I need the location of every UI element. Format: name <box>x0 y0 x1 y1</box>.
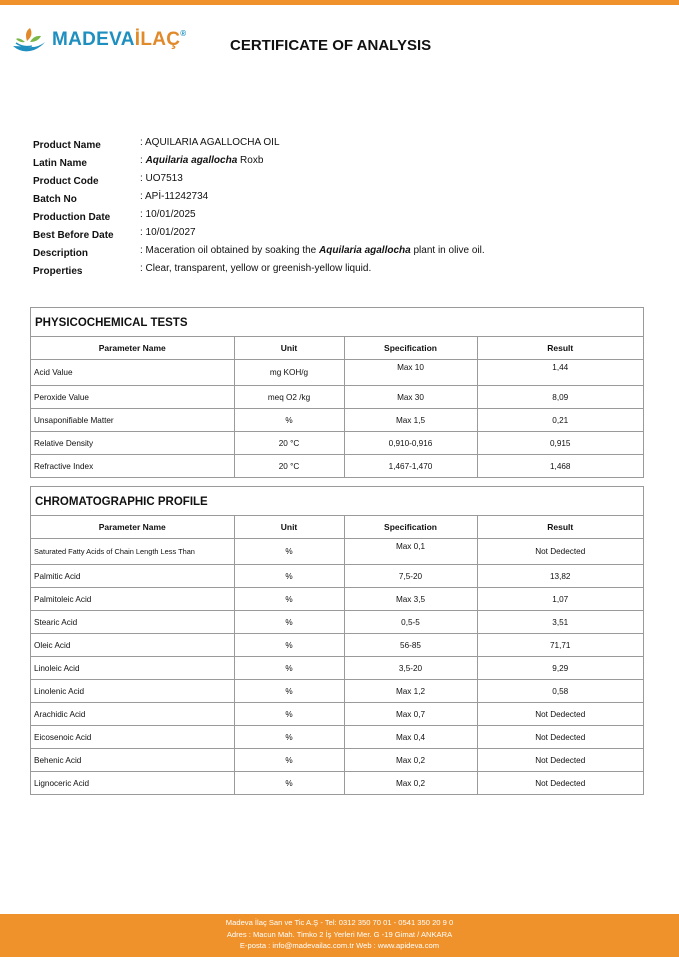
specification-cell: Max 0,7 <box>344 703 477 726</box>
page-footer <box>0 914 679 957</box>
result-cell: 1,44 <box>477 360 643 386</box>
brand-name: MADEVAİLAÇ® <box>52 29 187 50</box>
table-row <box>31 703 643 726</box>
parameter-cell: Eicosenoic Acid <box>31 726 234 749</box>
parameter-cell: Unsaponifiable Matter <box>31 409 234 432</box>
parameter-cell: Oleic Acid <box>31 634 234 657</box>
leaf-hand-icon <box>10 26 48 56</box>
unit-cell: 20 °C <box>234 432 344 455</box>
table-row <box>31 657 643 680</box>
unit-cell: % <box>234 749 344 772</box>
parameter-cell: Arachidic Acid <box>31 703 234 726</box>
physicochemical-table <box>30 307 644 478</box>
specification-cell: 0,910-0,916 <box>344 432 477 455</box>
table-row <box>31 749 643 772</box>
specification-cell: Max 1,2 <box>344 680 477 703</box>
column-header: Parameter Name <box>31 337 234 360</box>
table-row <box>31 432 643 455</box>
table-row <box>31 565 643 588</box>
parameter-cell: Palmitic Acid <box>31 565 234 588</box>
specification-cell: Max 30 <box>344 386 477 409</box>
unit-cell: % <box>234 611 344 634</box>
table-row <box>31 726 643 749</box>
specification-cell: Max 0,4 <box>344 726 477 749</box>
specification-cell: 56-85 <box>344 634 477 657</box>
physicochemical-grid <box>31 337 643 477</box>
parameter-cell: Linolenic Acid <box>31 680 234 703</box>
result-cell: 1,07 <box>477 588 643 611</box>
top-accent-bar <box>0 0 679 5</box>
column-header: Specification <box>344 337 477 360</box>
specification-cell: Max 0,2 <box>344 772 477 795</box>
unit-cell: % <box>234 565 344 588</box>
table-row <box>31 634 643 657</box>
specification-cell: Max 10 <box>344 360 477 386</box>
parameter-cell: Behenic Acid <box>31 749 234 772</box>
table-row <box>31 588 643 611</box>
specification-cell: 0,5-5 <box>344 611 477 634</box>
specification-cell: 1,467-1,470 <box>344 455 477 478</box>
table-header-row <box>31 337 643 360</box>
specification-cell: Max 0,2 <box>344 749 477 772</box>
result-cell: 0,915 <box>477 432 643 455</box>
specification-cell: Max 3,5 <box>344 588 477 611</box>
column-header: Parameter Name <box>31 516 234 539</box>
unit-cell: 20 °C <box>234 455 344 478</box>
result-cell: Not Dedected <box>477 539 643 565</box>
result-cell: Not Dedected <box>477 749 643 772</box>
footer-address: Adres : Macun Mah. Timko 2 İş Yerleri Mer. G -19 Gimat / ANKARA <box>226 929 453 939</box>
table-title: PHYSICOCHEMICAL TESTS <box>31 308 643 337</box>
column-header: Unit <box>234 516 344 539</box>
specification-cell: 7,5-20 <box>344 565 477 588</box>
result-cell: 71,71 <box>477 634 643 657</box>
result-cell: 9,29 <box>477 657 643 680</box>
result-cell: 8,09 <box>477 386 643 409</box>
unit-cell: meq O2 /kg <box>234 386 344 409</box>
parameter-cell: Stearic Acid <box>31 611 234 634</box>
unit-cell: % <box>234 680 344 703</box>
footer-email-web: E-posta : info@madevailac.com.tr Web : www.apideva.com <box>239 941 440 950</box>
table-header-row <box>31 516 643 539</box>
table-row <box>31 539 643 565</box>
table-row <box>31 409 643 432</box>
unit-cell: mg KOH/g <box>234 360 344 386</box>
result-cell: 13,82 <box>477 565 643 588</box>
table-title: CHROMATOGRAPHIC PROFILE <box>31 487 643 516</box>
specification-cell: Max 0,1 <box>344 539 477 565</box>
parameter-cell: Peroxide Value <box>31 386 234 409</box>
result-cell: 1,468 <box>550 461 571 471</box>
unit-cell: % <box>234 703 344 726</box>
unit-cell: % <box>234 726 344 749</box>
column-header: Result <box>477 516 643 539</box>
table-row <box>31 680 643 703</box>
result-cell: 0,21 <box>477 409 643 432</box>
unit-cell: % <box>234 657 344 680</box>
parameter-cell: Acid Value <box>31 360 234 386</box>
parameter-cell: Palmitoleic Acid <box>31 588 234 611</box>
unit-cell: % <box>234 772 344 795</box>
chromatographic-grid <box>31 516 643 794</box>
table-row <box>31 386 643 409</box>
parameter-cell: Linoleic Acid <box>31 657 234 680</box>
unit-cell: % <box>234 634 344 657</box>
column-header: Specification <box>344 516 477 539</box>
chromatographic-table <box>30 486 644 795</box>
unit-cell: % <box>234 588 344 611</box>
table-row <box>31 611 643 634</box>
result-cell: 3,51 <box>477 611 643 634</box>
result-cell: Not Dedected <box>477 703 643 726</box>
column-header: Unit <box>234 337 344 360</box>
result-cell: Not Dedected <box>477 726 643 749</box>
specification-cell: 3,5-20 <box>344 657 477 680</box>
footer-contact: Madeva İlaç San ve Tic A.Ş - Tel: 0312 350 70 01 - 0541 350 20 9 0 <box>225 918 454 927</box>
result-cell: 0,58 <box>477 680 643 703</box>
parameter-cell: Refractive Index <box>31 455 234 478</box>
parameter-cell: Lignoceric Acid <box>31 772 234 795</box>
parameter-cell: Relative Density <box>31 432 234 455</box>
column-header: Result <box>477 337 643 360</box>
specification-cell: Max 1,5 <box>344 409 477 432</box>
unit-cell: % <box>234 539 344 565</box>
table-row <box>31 360 643 386</box>
result-cell: Not Dedected <box>535 778 586 788</box>
page-title: CERTIFICATE OF ANALYSIS <box>230 37 432 54</box>
parameter-cell: Saturated Fatty Acids of Chain Length Less Than <box>31 539 234 565</box>
table-row <box>31 455 643 478</box>
company-logo <box>10 24 187 58</box>
table-row <box>31 772 643 795</box>
unit-cell: % <box>234 409 344 432</box>
